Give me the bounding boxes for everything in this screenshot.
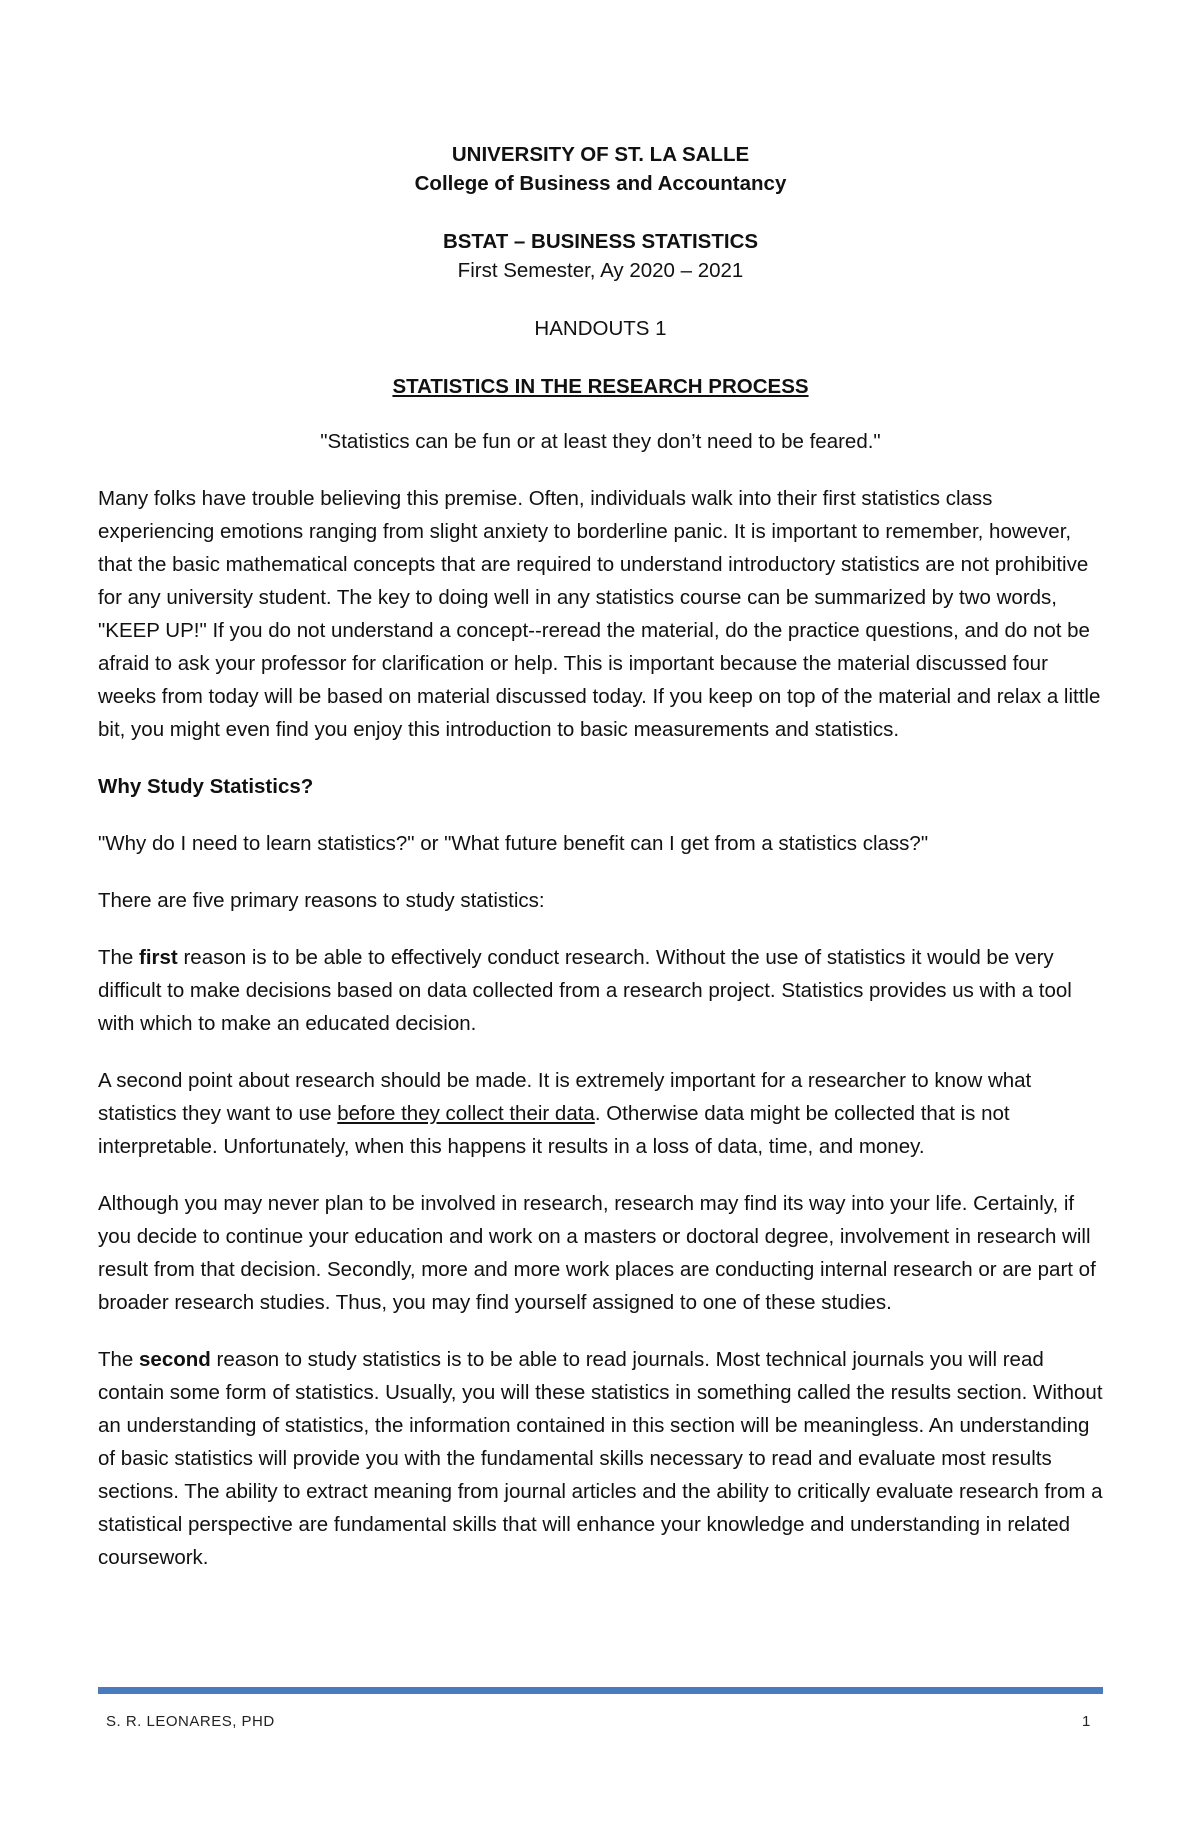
- second-reason-pre: The: [98, 1348, 140, 1371]
- semester-label: First Semester, Ay 2020 – 2021: [457, 259, 744, 282]
- second-reason-text: reason to study statistics is to be able to read journals. Most technical journals you will read contain some form of statistics. Usually, you will these statistics in something called the results section. Without an understanding of statistics, the information contained in this section will be meaningless. An understanding of basic statistics will provide you with the fundamental skills necessary to read and evaluate most results sections. The ability to extract meaning from journal articles and the ability to critically evaluate research from a statistical perspective are fundamental skills that will enhance your knowledge and understanding in related coursework.: [98, 1348, 1103, 1569]
- opening-quote: "Statistics can be fun or at least they don’t need to be feared.": [320, 430, 881, 453]
- second-point-post: . Otherwise data might be collected that is not interpretable. Unfortunately, when this happens it results in a loss of data, time, and money.: [98, 1102, 1010, 1158]
- second-point-paragraph: [98, 1064, 1103, 1163]
- intro-paragraph: Many folks have trouble believing this premise. Often, individuals walk into their first statistics class experiencing emotions ranging from slight anxiety to borderline panic. It is important to remember, however, that the basic mathematical concepts that are required to understand introductory statistics are not prohibitive for any university student. The key to doing well in any statistics course can be summarized by two words, "KEEP UP!" If you do not understand a concept--reread the material, do the practice questions, and do not be afraid to ask your professor for clarification or help. This is important because the material discussed four weeks from today will be based on material discussed today. If you keep on top of the material and relax a little bit, you might even find you enjoy this introduction to basic measurements and statistics.: [98, 487, 1101, 741]
- page-number: 1: [1082, 1713, 1091, 1730]
- second-reason-keyword: second: [139, 1348, 211, 1371]
- footer-rule: [98, 1687, 1103, 1694]
- document-header: [98, 140, 1103, 401]
- question-paragraph: "Why do I need to learn statistics?" or "What future benefit can I get from a statistics class?": [98, 832, 929, 855]
- although-paragraph: Although you may never plan to be involved in research, research may find its way into your life. Certainly, if you decide to continue your education and work on a masters or doctoral degree, involvement in research will result from that decision. Secondly, more and more work places are conducting internal research or are part of broader research studies. Thus, you may find yourself assigned to one of these studies.: [98, 1192, 1096, 1314]
- five-reasons-paragraph: There are five primary reasons to study statistics:: [98, 889, 545, 912]
- section-heading: Why Study Statistics?: [98, 775, 314, 798]
- footer-author: S. R. LEONARES, PHD: [106, 1713, 275, 1730]
- first-reason-text: reason is to be able to effectively conduct research. Without the use of statistics it would be very difficult to make decisions based on data collected from a research project. Statistics provides us with a tool with which to make an educated decision.: [98, 946, 1072, 1035]
- college-name: College of Business and Accountancy: [414, 172, 787, 195]
- first-reason-paragraph: [98, 941, 1103, 1040]
- page-content: [98, 140, 1103, 1598]
- second-point-underlined: before they collect their data: [337, 1102, 595, 1125]
- second-point-pre: A second point about research should be made. It is extremely important for a researcher to know what statistics they want to use: [98, 1069, 1032, 1125]
- handout-label: HANDOUTS 1: [534, 317, 667, 340]
- second-reason-paragraph: [98, 1343, 1103, 1574]
- first-reason-keyword: first: [139, 946, 178, 969]
- first-reason-pre: The: [98, 946, 140, 969]
- course-name: BSTAT – BUSINESS STATISTICS: [442, 230, 759, 253]
- document-title: STATISTICS IN THE RESEARCH PROCESS: [392, 375, 809, 398]
- university-name: UNIVERSITY OF ST. LA SALLE: [451, 143, 750, 166]
